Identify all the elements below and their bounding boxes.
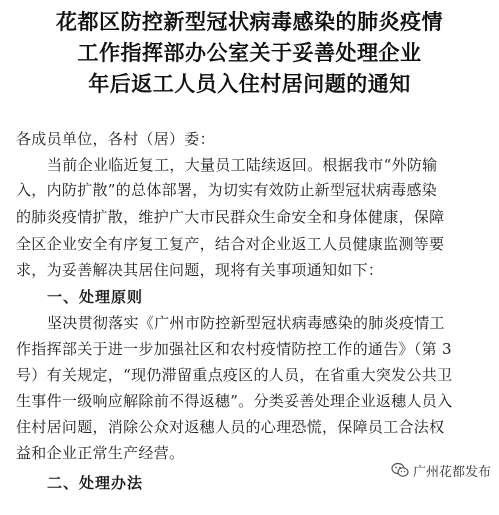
paragraph2-line-2: 作指挥部关于进一步加强社区和农村疫情防控工作的通告》（第 3 xyxy=(16,340,452,358)
paragraph1-line-4: 全区企业安全有序复工复产，结合对企业返工人员健康监测等要 xyxy=(16,235,445,253)
paragraph2-line-3: 号）有关规定，“现仍滞留重点疫区的人员，在省重大突发公共卫 xyxy=(16,366,453,384)
section-heading-methods: 二、处理办法 xyxy=(47,474,144,492)
paragraph1-line-1: 当前企业临近复工，大量员工陆续返回。根据我市“外防输 xyxy=(47,156,438,174)
salutation: 各成员单位，各村（居）委： xyxy=(16,130,215,148)
document-title-line-3: 年后返工人员入住村居问题的通知 xyxy=(88,71,411,96)
paragraph2-line-5: 住村居问题，消除公众对返穗人员的心理恐慌，保障员工合法权 xyxy=(16,418,445,436)
document-title-line-2: 工作指挥部办公室关于妥善处理企业 xyxy=(77,40,422,65)
paragraph2-line-1: 坚决贯彻落实《广州市防控新型冠状病毒感染的肺炎疫情工 xyxy=(47,314,445,332)
watermark xyxy=(389,459,493,481)
paragraph1-line-5: 求，为妥善解决其居住问题，现将有关事项通知如下： xyxy=(16,261,384,279)
paragraph1-line-3: 的肺炎疫情扩散，维护广大市民群众生命安全和身体健康，保障 xyxy=(16,208,445,226)
paragraph1-line-2: 入，内防扩散”的总体部署，为切实有效防止新型冠状病毒感染 xyxy=(16,181,438,199)
wechat-icon xyxy=(391,462,409,478)
section-heading-principles: 一、处理原则 xyxy=(47,288,144,306)
watermark-text: 广州花都发布 xyxy=(412,464,491,480)
paragraph2-line-6: 益和企业正常生产经营。 xyxy=(16,444,185,462)
paragraph2-line-4: 生事件一级响应解除前不得返穗”。分类妥善处理企业返穗人员入 xyxy=(16,392,453,410)
document-title-line-1: 花都区防控新型冠状病毒感染的肺炎疫情 xyxy=(56,9,443,34)
